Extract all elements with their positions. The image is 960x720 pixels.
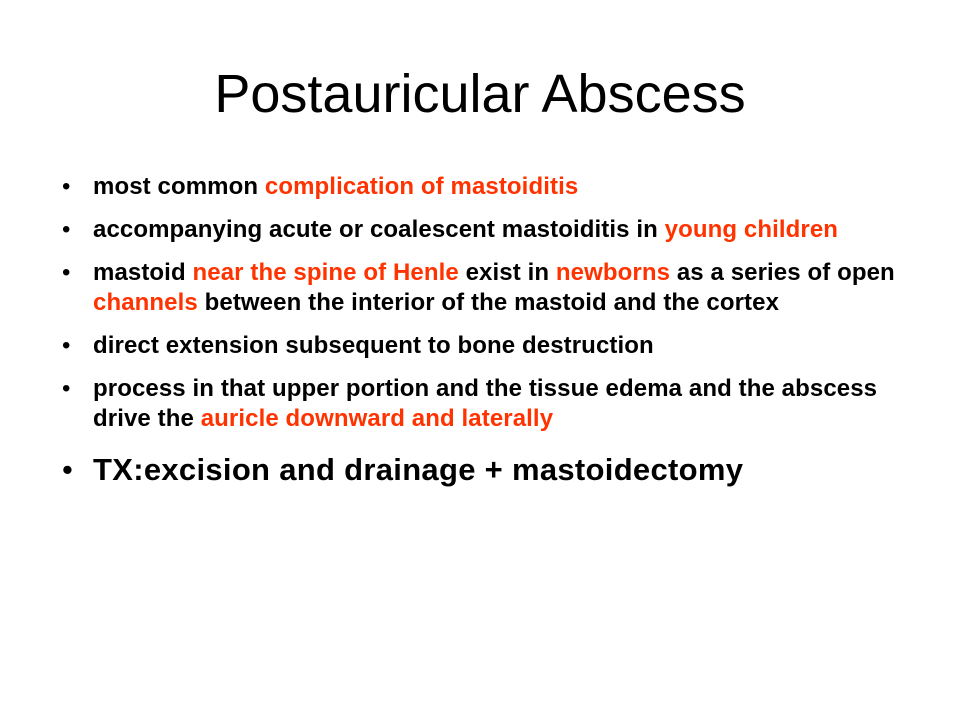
- bullet-item-treatment: [62, 451, 912, 489]
- bullet-highlight: channels: [93, 289, 198, 316]
- bullet-text: TX:excision and drainage + mastoidectomy: [93, 452, 744, 487]
- bullet-item: [62, 374, 912, 434]
- slide-title: Postauricular Abscess: [214, 64, 746, 124]
- bullet-text: accompanying acute or coalescent mastoiditis in: [93, 216, 665, 243]
- bullet-item: [62, 258, 912, 318]
- bullet-highlight: complication of mastoiditis: [264, 173, 579, 200]
- bullet-text: most common: [93, 173, 265, 200]
- bullet-text: exist in: [458, 259, 556, 286]
- bullet-highlight: auricle downward and laterally: [200, 405, 554, 432]
- bullet-text: as a series of open: [670, 259, 895, 286]
- bullet-item: [62, 172, 912, 202]
- bullet-text: mastoid: [93, 259, 193, 286]
- bullet-highlight: newborns: [555, 259, 671, 286]
- bullet-list: [62, 172, 912, 502]
- bullet-highlight: young children: [664, 216, 839, 243]
- bullet-highlight: near the spine of Henle: [192, 259, 459, 286]
- bullet-text: direct extension subsequent to bone destruction: [93, 332, 654, 359]
- bullet-text: process in that upper portion and the tissue edema and the abscess drive the: [93, 375, 878, 432]
- bullet-item: [62, 331, 912, 361]
- bullet-item: [62, 215, 912, 245]
- bullet-text: between the interior of the mastoid and the cortex: [197, 289, 780, 316]
